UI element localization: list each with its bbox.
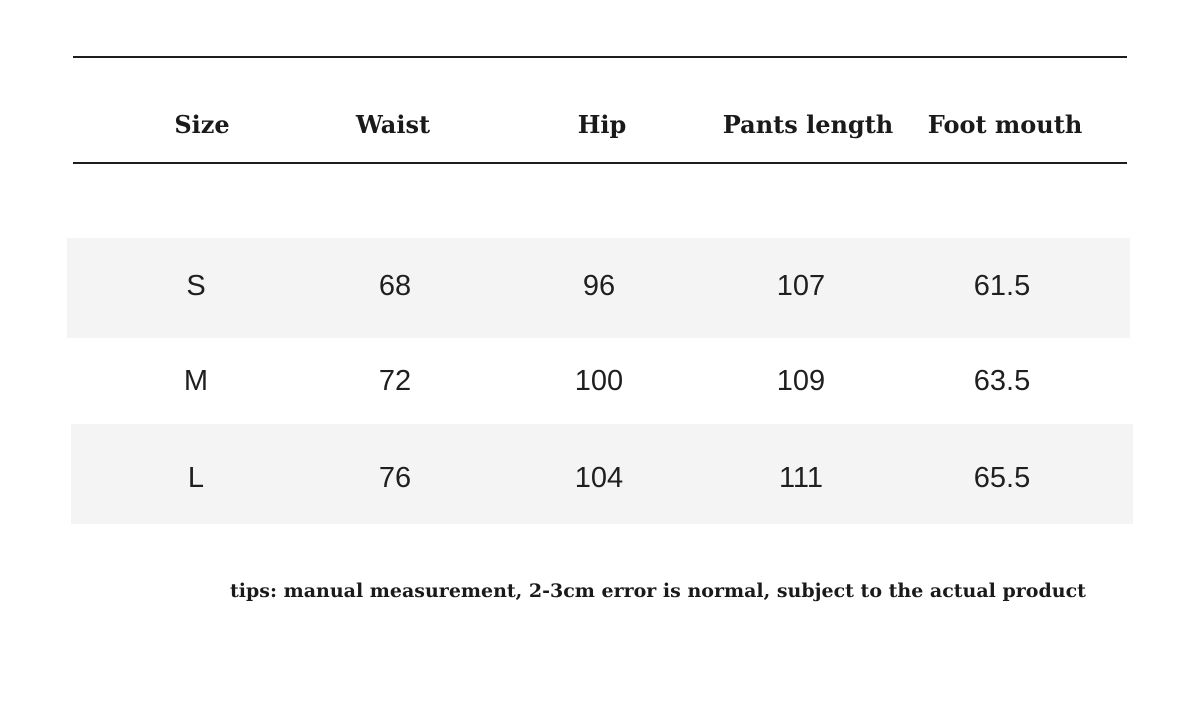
header-hip: Hip: [577, 110, 627, 139]
cell-waist: 72: [378, 365, 412, 397]
cell-hip: 104: [574, 462, 624, 494]
header-pants-length: Pants length: [722, 110, 894, 139]
measurement-tips: tips: manual measurement, 2-3cm error is normal, subject to the actual product: [230, 580, 1086, 602]
header-waist: Waist: [355, 110, 431, 139]
cell-pants-length: 107: [776, 270, 826, 302]
cell-size: S: [186, 270, 206, 302]
cell-waist: 76: [378, 462, 412, 494]
header-foot-mouth: Foot mouth: [927, 110, 1083, 139]
cell-pants-length: 109: [776, 365, 826, 397]
cell-pants-length: 111: [778, 462, 824, 494]
cell-foot-mouth: 61.5: [973, 270, 1031, 302]
cell-foot-mouth: 63.5: [973, 365, 1031, 397]
table-row: [67, 238, 1130, 338]
cell-hip: 100: [574, 365, 624, 397]
table-row: [67, 338, 1130, 424]
table-row: [71, 424, 1133, 524]
table-header-row: [0, 58, 1200, 162]
cell-waist: 68: [378, 270, 412, 302]
cell-size: L: [187, 462, 205, 494]
cell-hip: 96: [582, 270, 616, 302]
header-size: Size: [174, 110, 230, 139]
cell-foot-mouth: 65.5: [973, 462, 1031, 494]
table-header-rule: [73, 162, 1127, 164]
cell-size: M: [183, 365, 209, 397]
